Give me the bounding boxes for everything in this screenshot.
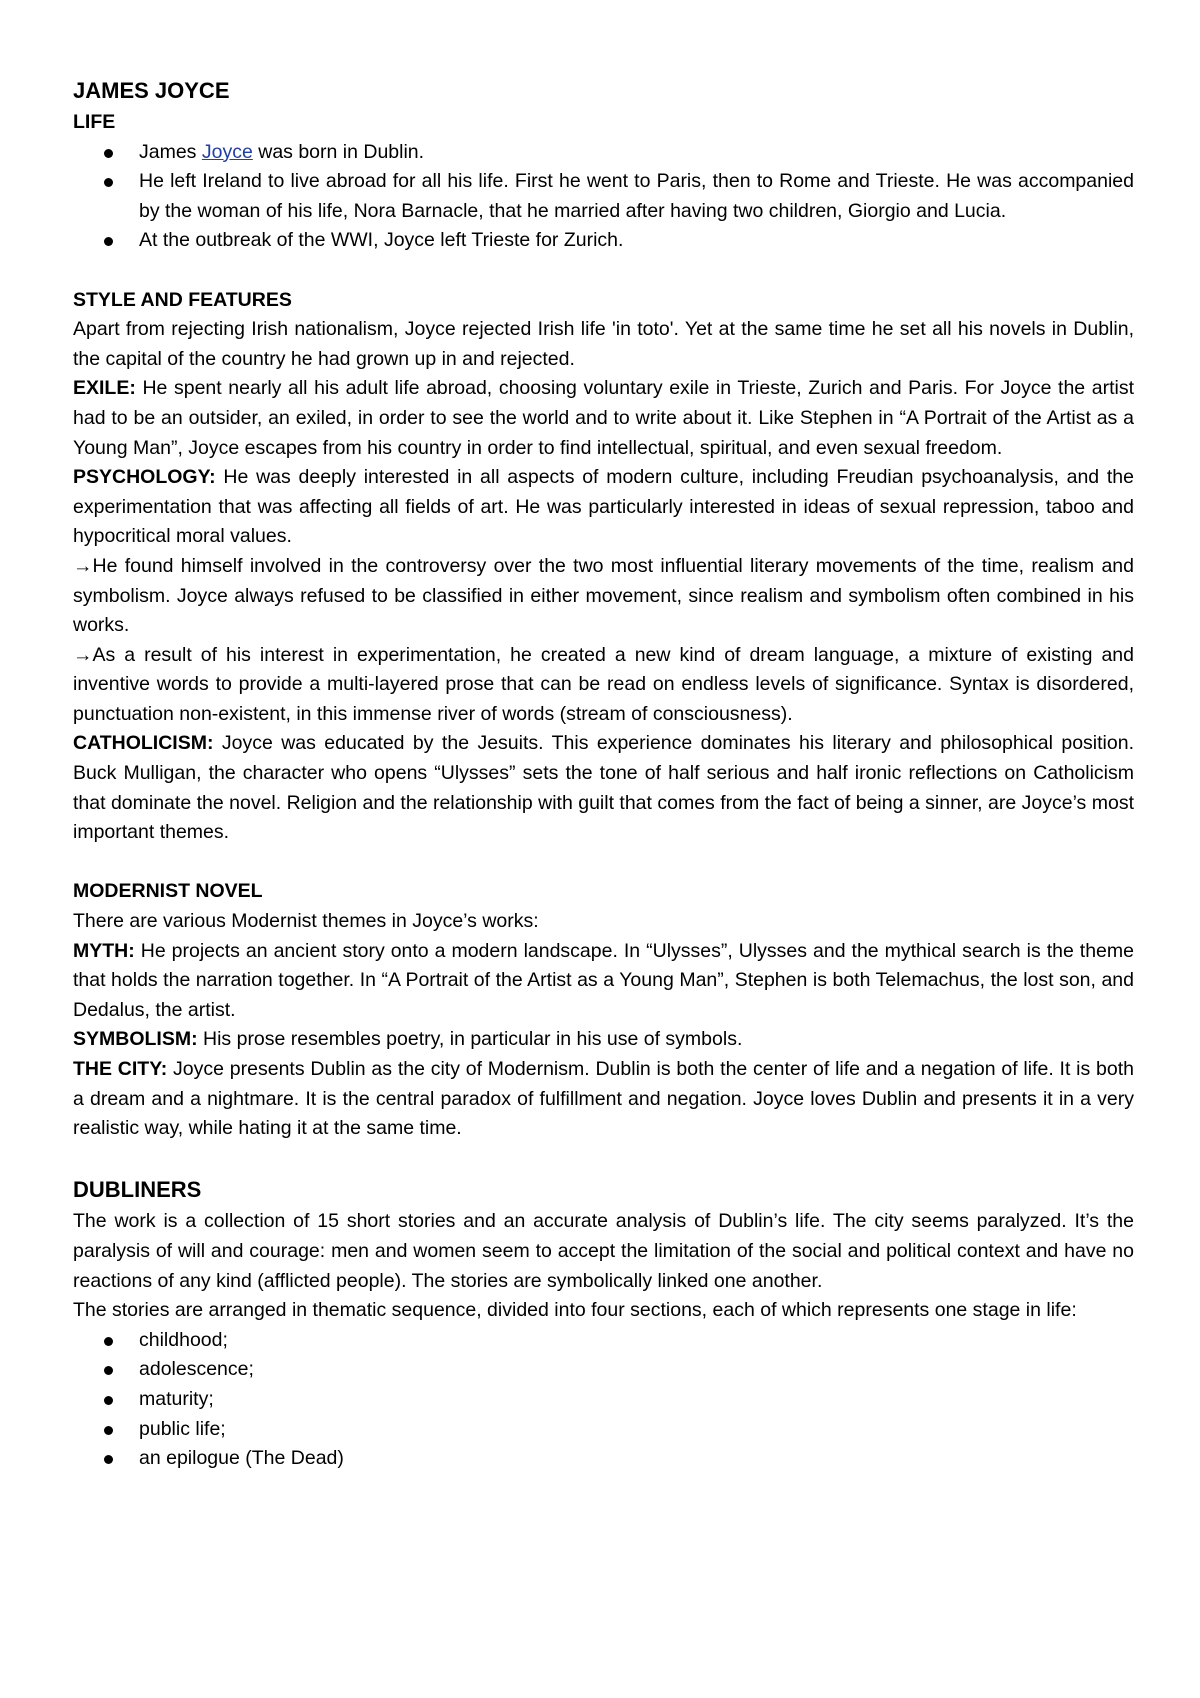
list-item: public life; xyxy=(66,1415,1134,1445)
life-item-text: James xyxy=(139,140,202,163)
list-item: maturity; xyxy=(66,1385,1134,1415)
modernist-heading: MODERNIST NOVEL xyxy=(73,880,263,903)
psychology-text: He was deeply interested in all aspects of modern culture, including Freudian psychoanalysis, and the experimentation that was affecting all fields of art. He was particularly interested in ideas of sexual repression, taboo and hypocritical moral values. xyxy=(73,466,1134,548)
psychology-paragraph xyxy=(73,463,1134,552)
symbolism-text: His prose resembles poetry, in particular in his use of symbols. xyxy=(197,1028,743,1051)
symbolism-paragraph xyxy=(73,1025,1134,1055)
life-list xyxy=(73,138,1134,256)
exile-paragraph xyxy=(73,374,1134,463)
symbolism-label: SYMBOLISM: xyxy=(73,1028,198,1051)
city-text: Joyce presents Dublin as the city of Modernism. Dublin is both the center of life and a negation of life. It is both a dream and a nightmare. It is the central paradox of fulfillment and negation. Joyce loves Dublin and presents it in a very realistic way, while hating it at the same time. xyxy=(73,1058,1135,1140)
dubliners-heading: DUBLINERS xyxy=(73,1177,202,1203)
list-item: an epilogue (The Dead) xyxy=(66,1444,1134,1474)
list-item: childhood; xyxy=(66,1326,1134,1356)
style-intro: Apart from rejecting Irish nationalism, Joyce rejected Irish life 'in toto'. Yet at the same time he set all his novels in Dublin, the capital of the country he had grown up in and rejected. xyxy=(73,318,1134,370)
city-paragraph xyxy=(73,1055,1134,1144)
stages-list xyxy=(73,1326,1134,1474)
myth-label: MYTH: xyxy=(73,939,135,962)
list-item: adolescence; xyxy=(66,1355,1134,1385)
dream-language-paragraph: →As a result of his interest in experimentation, he created a new kind of dream language, a mixture of existing and inventive words to provide a multi-layered prose that can be read on endless levels of significance. Syntax is disordered, punctuation non-existent, in this immense river of words (stream of consciousness). xyxy=(73,643,1134,725)
psychology-label: PSYCHOLOGY: xyxy=(73,466,216,489)
exile-text: He spent nearly all his adult life abroad, choosing voluntary exile in Trieste, Zurich and Paris. For Joyce the artist had to be an outsider, an exiled, in order to see the world and to write about it. Like Stephen in “A Portrait of the Artist as a Young Man”, Joyce escapes from his country in order to find intellectual, spiritual, and even sexual freedom. xyxy=(73,377,1134,459)
modernist-intro: There are various Modernist themes in Joyce’s works: xyxy=(73,910,539,933)
joyce-link[interactable]: Joyce xyxy=(201,140,253,163)
catholicism-text: Joyce was educated by the Jesuits. This experience dominates his literary and philosophical position. Buck Mulligan, the character who opens “Ulysses” sets the tone of half serious and half ironic reflections on Catholicism that dominate the novel. Religion and the relationship with guilt that comes from the fact of being a sinner, are Joyce’s most important themes. xyxy=(73,732,1134,844)
list-item: At the outbreak of the WWI, Joyce left Trieste for Zurich. xyxy=(66,226,1134,256)
style-heading: STYLE AND FEATURES xyxy=(73,288,292,311)
life-heading: LIFE xyxy=(73,111,116,133)
life-item-text: was born in Dublin. xyxy=(252,140,425,163)
exile-label: EXILE: xyxy=(73,377,136,400)
catholicism-paragraph xyxy=(73,729,1134,847)
catholicism-label: CATHOLICISM: xyxy=(73,732,214,755)
realism-paragraph: →He found himself involved in the controversy over the two most influential literary movements of the time, realism and symbolism. Joyce always refused to be classified in either movement, since realism and symbolism often combined in his works. xyxy=(73,554,1134,637)
myth-text: He projects an ancient story onto a modern landscape. In “Ulysses”, Ulysses and the mythical search is the theme that holds the narration together. In “A Portrait of the Artist as a Young Man”, Stephen is both Telemachus, the lost son, and Dedalus, the artist. xyxy=(73,939,1134,1021)
dubliners-paragraph-2: The stories are arranged in thematic sequence, divided into four sections, each of which represents one stage in life: xyxy=(73,1299,1077,1322)
list-item xyxy=(66,138,1134,168)
list-item: He left Ireland to live abroad for all his life. First he went to Paris, then to Rome and Trieste. He was accompanied by the woman of his life, Nora Barnacle, that he married after having two children, Giorgio and Lucia. xyxy=(66,167,1134,226)
city-label: THE CITY: xyxy=(73,1058,168,1080)
page-title: JAMES JOYCE xyxy=(73,78,230,103)
myth-paragraph xyxy=(73,937,1134,1026)
dubliners-paragraph-1: The work is a collection of 15 short stories and an accurate analysis of Dublin’s life. The city seems paralyzed. It’s the paralysis of will and courage: men and women seem to accept the limitation of the social and political context and have no reactions of any kind (afflicted people). The stories are symbolically linked one another. xyxy=(73,1210,1134,1292)
